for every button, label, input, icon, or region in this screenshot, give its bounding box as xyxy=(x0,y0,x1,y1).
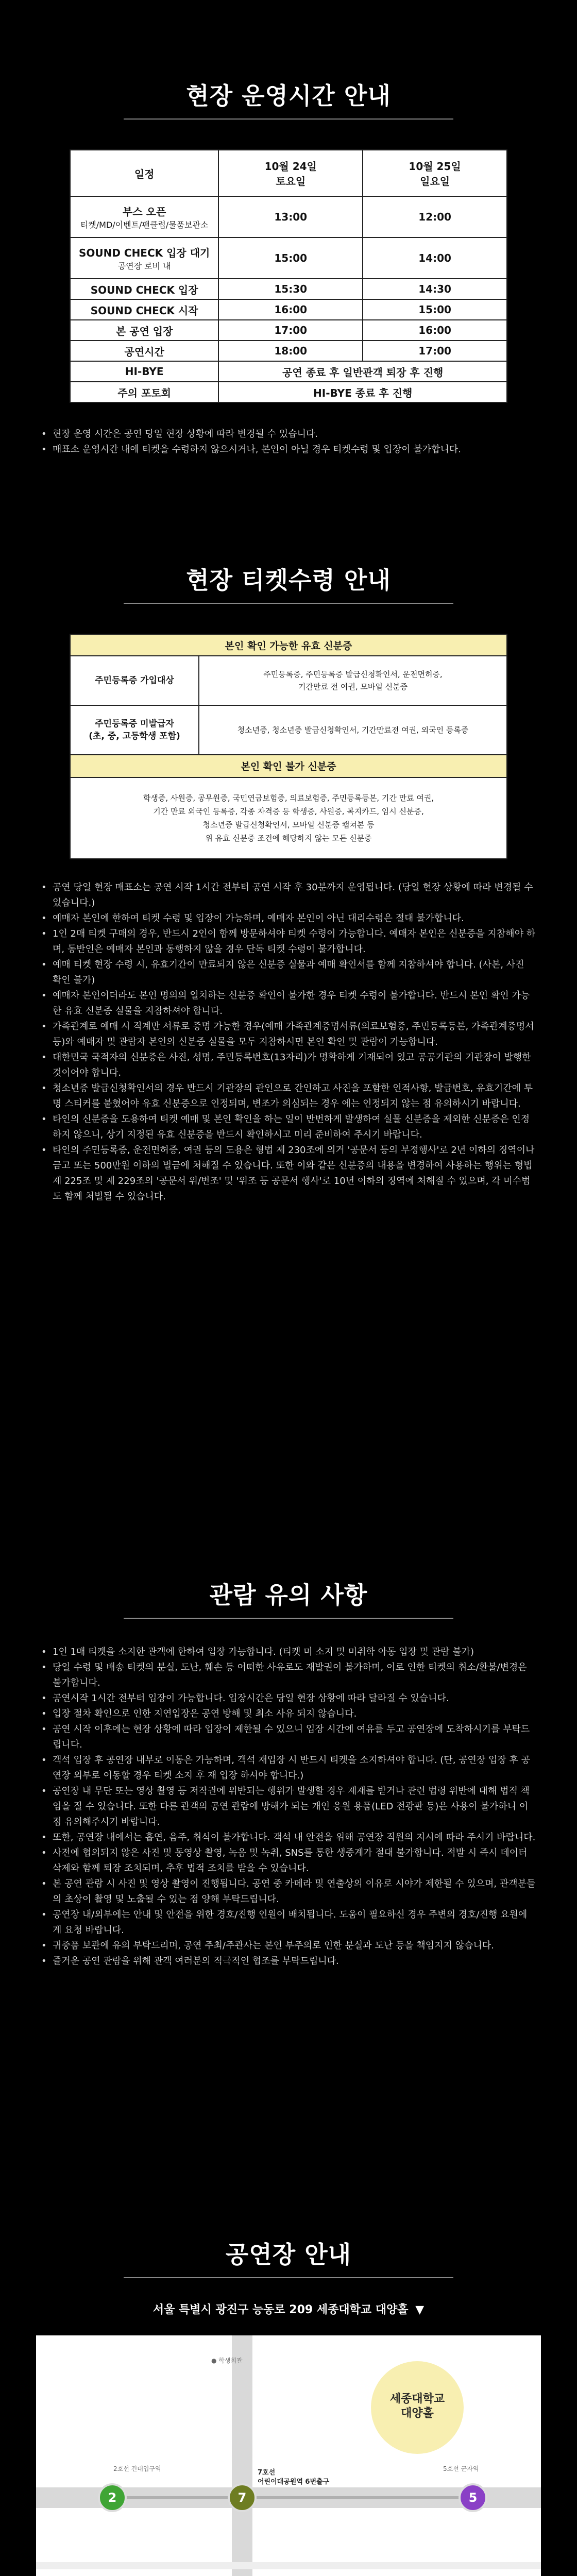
map-label-hall xyxy=(386,2392,448,2421)
row-line: 청소년증, 청소년증 발급신청확인서, 기간만료전 여권, 외국인 등록증 xyxy=(237,725,469,735)
table-row xyxy=(70,196,507,238)
row-label xyxy=(70,196,218,238)
caution-section xyxy=(0,1577,577,1969)
map-label-left-station: 2호선 건대입구역 xyxy=(113,2465,161,2472)
divider xyxy=(124,603,453,604)
list-item: • 공연장 내/외부에는 안내 및 안전을 위한 경호/진행 인원이 배치됩니다. 도움이 필요하신 경우 주변의 경호/진행 요원에게 요청 바랍니다. xyxy=(41,1907,536,1938)
table-row xyxy=(70,279,507,299)
row-label: 본 공연 입장 xyxy=(70,320,218,341)
map-graphic xyxy=(36,2335,541,2576)
list-item: • 예매자 본인에 한하여 티켓 수령 및 입장이 가능하며, 예매자 본인이 아닌 대리수령은 절대 불가합니다. xyxy=(41,911,536,926)
list-item: • 예매 티켓 현장 수령 시, 유효기간이 만료되지 않은 신분증 실물과 예매 확인서를 함께 지참하셔야 합니다. (사본, 사진 확인 불가) xyxy=(41,957,536,988)
day2-weekday: 일요일 xyxy=(420,175,450,188)
list-item: • 타인의 신분증을 도용하여 티켓 예매 및 본인 확인을 하는 일이 반번하게 발생하여 실물 신분증을 제외한 신분증은 인정하지 않으니, 상기 지정된 유효 신분증을 반드시 확인하시고 미리 준비하여 주시기 바랍니다. xyxy=(41,1112,536,1143)
row-line: 기간만료 전 여권, 모바일 신분증 xyxy=(298,682,408,691)
row-value xyxy=(199,656,506,705)
row-label: HI-BYE xyxy=(70,361,218,382)
list-item: • 1인 1매 티켓을 소지한 관객에 한하여 입장 가능합니다. (티켓 미 소지 및 미취학 아동 입장 및 관람 불가) xyxy=(41,1645,536,1660)
schedule-section xyxy=(0,77,577,457)
row-label xyxy=(70,238,218,279)
row-label-main: 부스 오픈 xyxy=(123,206,166,218)
header-day1 xyxy=(218,150,363,196)
table-row xyxy=(70,656,507,706)
row-value xyxy=(199,706,506,754)
list-item: • 또한, 공연장 내에서는 흡연, 음주, 취식이 불가합니다. 객석 내 안전을 위해 공연장 직원의 지시에 따라 주시기 바랍니다. xyxy=(41,1830,536,1845)
divider xyxy=(124,1618,453,1619)
row-value-day2: 12:00 xyxy=(363,196,507,238)
schedule-title: 현장 운영시간 안내 xyxy=(186,82,391,110)
day1-weekday: 토요일 xyxy=(276,175,306,188)
list-item: • 예매자 본인이더라도 본인 명의의 일치하는 신분증 확인이 불가한 경우 티켓 수령이 불가합니다. 반드시 본인 확인 가능한 유효 신분증 실물을 지참하셔야 합니다. xyxy=(41,988,536,1019)
header-label: 일정 xyxy=(70,150,218,196)
hall-name-1: 세종대학교 xyxy=(389,2393,445,2405)
invalid-id-head: 본인 확인 불가 신분증 xyxy=(70,755,507,778)
ticket-notes xyxy=(41,880,536,1205)
table-row xyxy=(70,320,507,341)
row-label: 공연시간 xyxy=(70,341,218,361)
schedule-notes xyxy=(41,427,536,457)
venue-address xyxy=(0,2301,577,2317)
table-row xyxy=(70,361,507,382)
row-value-day1: 17:00 xyxy=(218,320,363,341)
row-label: SOUND CHECK 입장 xyxy=(70,279,218,299)
day2-date: 10월 25일 xyxy=(409,160,461,173)
row-value-span: HI-BYE 종료 후 진행 xyxy=(218,382,507,402)
venue-section xyxy=(0,2236,577,2576)
invalid-id-line: 청소년증 발급신청확인서, 모바일 신분증 캡쳐본 등 xyxy=(202,820,375,829)
hall-name-2: 대양홀 xyxy=(401,2407,434,2420)
arrow-down-icon: ▼ xyxy=(415,2303,425,2316)
line5-icon: 5 xyxy=(459,2483,487,2512)
row-value-day1: 15:00 xyxy=(218,238,363,279)
list-item: • 본 공연 관람 시 사진 및 영상 촬영이 진행됩니다. 공연 중 카메라 및 연출상의 이유로 시야가 제한될 수 있으며, 관객분들의 초상이 촬영 및 노출될 수 있는 점 양해 부탁드립니다. xyxy=(41,1876,536,1907)
list-item: • 공연 시작 이후에는 현장 상황에 따라 입장이 제한될 수 있으니 입장 시간에 여유를 두고 공연장에 도착하시기를 부탁드립니다. xyxy=(41,1722,536,1753)
schedule-table xyxy=(70,149,507,403)
header-day2 xyxy=(363,150,507,196)
list-item: • 타인의 주민등록증, 운전면허증, 여권 등의 도용은 형법 제 230조에 의거 '공문서 등의 부정행사'로 2년 이하의 징역이나 금고 또는 500만원 이하의 벌금에 처해질 수 있습니다. 또한 이와 같은 신분증의 내용을 변경하여 사용하는 행위는 형법 제 225조 및 제 229조의 '공문서 위/변조' 및 '위조 등 공문서 행사'로 10년 이하의 징역에 처해질 수 있으며, 각 미수범도 함께 처벌될 수 있습니다. xyxy=(41,1143,536,1205)
caution-notes xyxy=(41,1645,536,1969)
row-value-day2: 14:30 xyxy=(363,279,507,299)
row-label: 주민등록증 가입대상 xyxy=(71,656,199,705)
list-item: • 귀중품 보관에 유의 부탁드리며, 공연 주최/주관사는 본인 부주의로 인한 분실과 도난 등을 책임지지 않습니다. xyxy=(41,1938,536,1954)
list-item: • 청소년증 발급신청확인서의 경우 반드시 기관장의 관인으로 간인하고 사진을 포함한 인적사항, 발급번호, 유효기간에 투명 스티커를 붙혔어야 유효 신분증으로 인정되며, 변조가 의심되는 경우 에는 인정되지 않는 점 유의하시기 바랍니다. xyxy=(41,1081,536,1112)
row-value-day1: 15:30 xyxy=(218,279,363,299)
row-label: 주의 포토회 xyxy=(70,382,218,402)
table-row xyxy=(70,341,507,361)
list-item: • 즐거운 공연 관람을 위해 관객 여러분의 적극적인 협조를 부탁드립니다. xyxy=(41,1954,536,1969)
row-label-sub: 티켓/MD/이벤트/팬클럽/물품보관소 xyxy=(80,220,209,230)
list-item: • 공연시작 1시간 전부터 입장이 가능합니다. 입장시간은 당일 현장 상황에 따라 달라질 수 있습니다. xyxy=(41,1691,536,1706)
list-item: • 1인 2매 티켓 구매의 경우, 반드시 2인이 함께 방문하셔야 티켓 수령이 가능합니다. 예매자 본인은 신분증을 지참해야 하며, 동반인은 예매자 본인과 동행하지 않을 경우 단독 티켓 수령이 불가합니다. xyxy=(41,926,536,957)
map-label-right-station: 5호선 군자역 xyxy=(443,2465,479,2472)
line2-icon: 2 xyxy=(98,2483,127,2512)
list-item: • 사전에 협의되지 않은 사진 및 동영상 촬영, 녹음 및 녹취, SNS를 통한 생중계가 절대 불가합니다. 적발 시 즉시 데이터 삭제와 함께 퇴장 조치되며, 추후 법적 조치를 받을 수 있습니다. xyxy=(41,1845,536,1876)
row-value-day2: 17:00 xyxy=(363,341,507,361)
invalid-id-line: 학생증, 사원증, 공무원증, 국민연금보험증, 의료보험증, 주민등록등본, 기간 만료 여권, xyxy=(143,793,434,803)
row-value-span: 공연 종료 후 일반관객 퇴장 후 진행 xyxy=(218,361,507,382)
id-table-head: 본인 확인 가능한 유효 신분증 xyxy=(70,634,507,656)
row-label: SOUND CHECK 시작 xyxy=(70,299,218,320)
list-item: • 공연장 내 무단 또는 영상 촬영 등 저작권에 위반되는 행위가 발생할 경우 제재를 받거나 관련 법령 위반에 대해 법적 책임을 질 수 있습니다. 또한 다른 관객의 공연 관람에 방해가 되는 개인 응원 용품(LED 전광판 등)은 사용이 불가하니 이 점 유의해주시기 바랍니다. xyxy=(41,1784,536,1830)
row-value-day2: 16:00 xyxy=(363,320,507,341)
invalid-id-line: 위 유효 신분증 조건에 해당하지 않는 모든 신분증 xyxy=(205,834,372,843)
id-table xyxy=(70,634,507,859)
list-item: • 객석 입장 후 공연장 내부로 이동은 가능하며, 객석 재입장 시 반드시 티켓을 소지하셔야 합니다. (단, 공연장 입장 후 공연장 외부로 이동할 경우 티켓 소지 후 재 입장 하셔야 합니다.) xyxy=(41,1753,536,1784)
list-item: • 가족관계로 예매 시 직계만 서류로 증명 가능한 경우(예매 가족관계증명서류(의료보험증, 주민등록등본, 가족관계증명서 등)와 예매자 및 관람자 본인의 신분증 실물을 모두 지참하시면 본인 확인 및 관람이 가능합니다. xyxy=(41,1019,536,1050)
list-item: • 당일 수령 및 배송 티켓의 분실, 도난, 훼손 등 어떠한 사유로도 재발권이 불가하며, 이로 인한 티켓의 취소/환불/변경은 불가합니다. xyxy=(41,1660,536,1691)
table-row xyxy=(70,238,507,279)
table-header-row xyxy=(70,150,507,196)
table-row xyxy=(70,706,507,755)
row-value-day2: 15:00 xyxy=(363,299,507,320)
ticket-section xyxy=(0,562,577,1205)
list-item: • 매표소 운영시간 내에 티켓을 수령하지 않으시거나, 본인이 아닐 경우 티켓수령 및 입장이 불가합니다. xyxy=(41,442,536,457)
map-label-exit xyxy=(258,2468,329,2487)
divider xyxy=(124,118,453,120)
venue-map xyxy=(36,2335,541,2576)
row-value-day1: 16:00 xyxy=(218,299,363,320)
row-label-main: SOUND CHECK 입장 대기 xyxy=(78,247,210,259)
list-item: • 입장 절차 확인으로 인한 지연입장은 공연 방해 및 최소 사유 되지 않습니다. xyxy=(41,1706,536,1722)
row-label-line: 주민등록증 미발급자 xyxy=(95,719,174,729)
row-label xyxy=(71,706,199,754)
row-label-sub: 공연장 로비 내 xyxy=(117,261,171,271)
row-value-day1: 13:00 xyxy=(218,196,363,238)
row-line: 주민등록증, 주민등록증 발급신청확인서, 운전면허증, xyxy=(263,670,443,679)
row-value-day2: 14:00 xyxy=(363,238,507,279)
invalid-id-line: 기간 만료 외국인 등록증, 각종 자격증 등 학생증, 사원증, 복지카드, 임시 신분증, xyxy=(153,807,424,816)
exit-line-2: 어린이대공원역 6번출구 xyxy=(258,2478,330,2486)
list-item: • 공연 당일 현장 매표소는 공연 시작 1시간 전부터 공연 시작 후 30분까지 운영됩니다. (당일 현장 상황에 따라 변경될 수 있습니다.) xyxy=(41,880,536,911)
list-item: • 대한민국 국적자의 신분증은 사진, 성명, 주민등록번호(13자리)가 명확하게 기재되어 있고 공공기관의 기관장이 발행한 것이어야 합니다. xyxy=(41,1050,536,1081)
list-item: • 현장 운영 시간은 공연 당일 현장 상황에 따라 변경될 수 있습니다. xyxy=(41,427,536,442)
day1-date: 10월 24일 xyxy=(264,160,317,173)
venue-title: 공연장 안내 xyxy=(225,2241,352,2268)
address-text: 서울 특별시 광진구 능동로 209 세종대학교 대양홀 xyxy=(152,2303,409,2316)
exit-line-1: 7호선 xyxy=(258,2469,276,2477)
line7-icon: 7 xyxy=(228,2483,257,2512)
ticket-title: 현장 티켓수령 안내 xyxy=(186,566,391,594)
divider xyxy=(124,2277,453,2278)
invalid-id-list xyxy=(70,778,507,859)
table-row xyxy=(70,299,507,320)
table-row xyxy=(70,382,507,402)
row-label-line: (초, 중, 고등학생 포함) xyxy=(89,731,180,741)
caution-title: 관람 유의 사항 xyxy=(209,1581,368,1609)
map-label-student-center: ● 학생회관 xyxy=(211,2357,243,2364)
row-value-day1: 18:00 xyxy=(218,341,363,361)
